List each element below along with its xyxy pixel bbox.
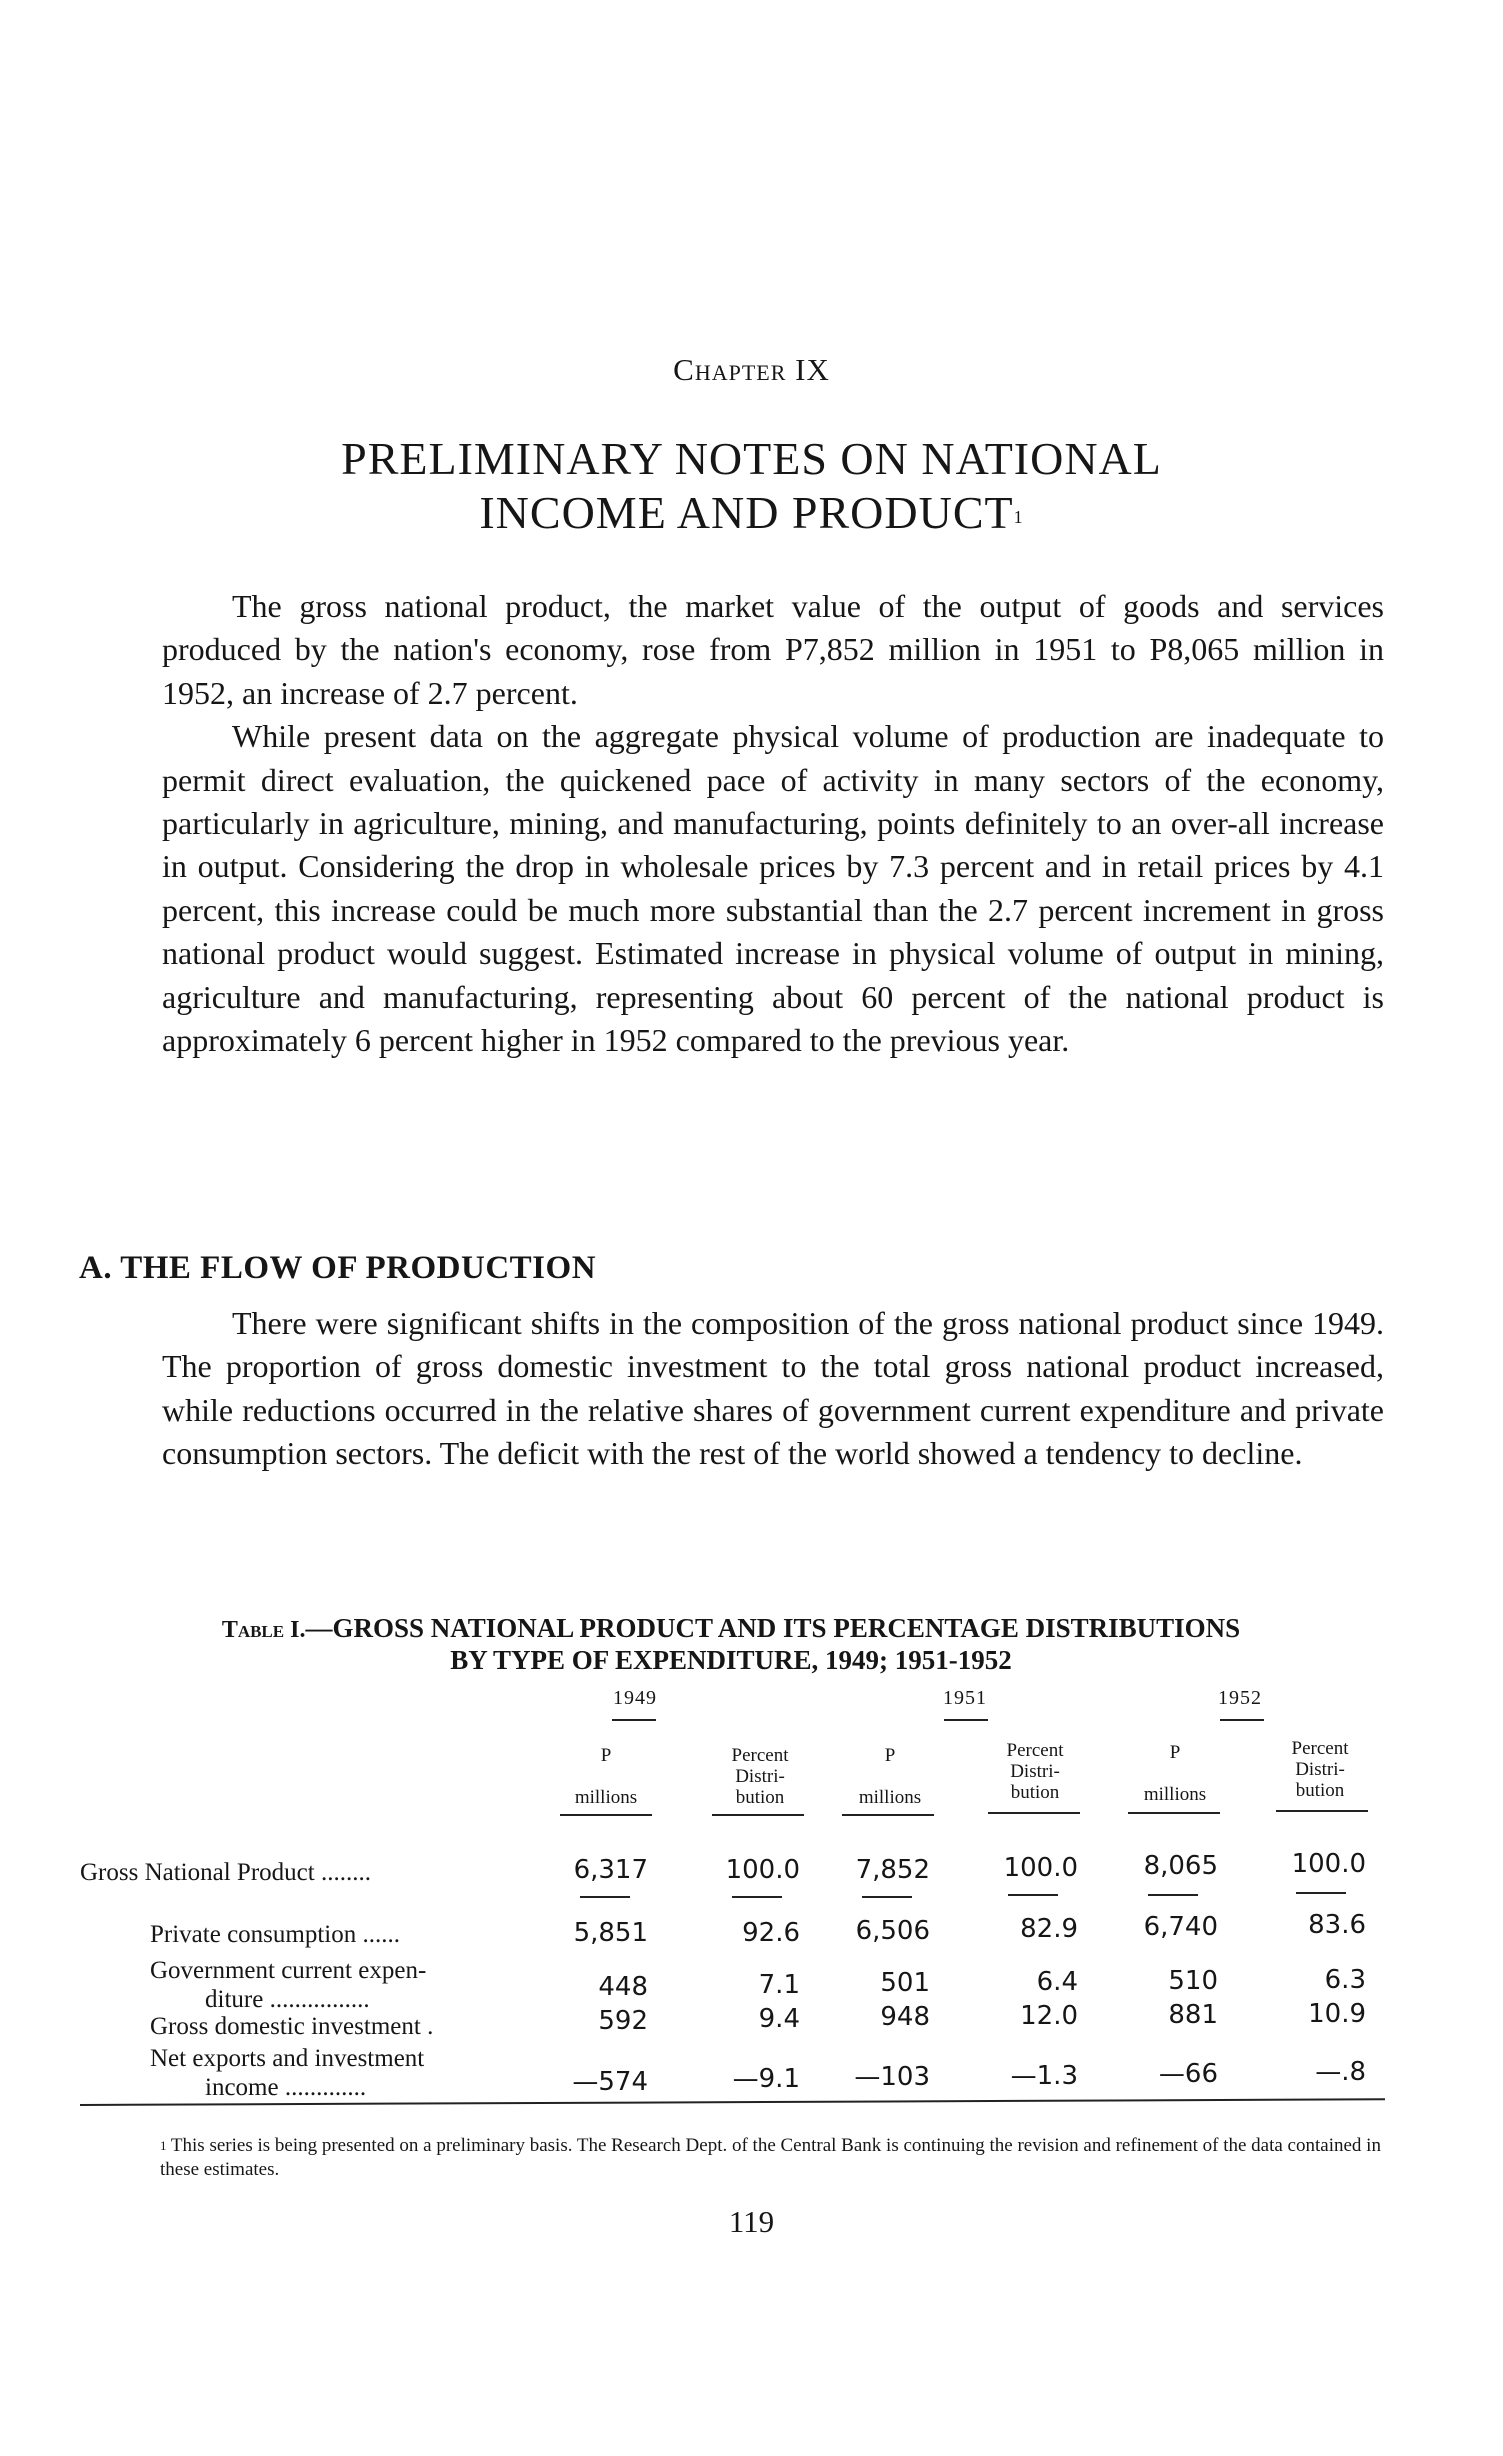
column-header [830, 1745, 950, 1808]
header-rule [1276, 1810, 1368, 1812]
col-line [1115, 1763, 1235, 1784]
footnote [160, 2134, 1382, 2182]
footnote-mark: 1 [160, 2138, 167, 2153]
table-cell: 6.3 [1324, 1965, 1366, 1995]
title-footnote-mark: 1 [1013, 507, 1024, 527]
caption-lead: Table I. [221, 1617, 306, 1643]
table-cell: 501 [880, 1968, 930, 1998]
caption-line-1 [81, 1613, 1381, 1645]
year-rule [944, 1719, 988, 1721]
chapter-heading: Chapter IX [673, 352, 830, 387]
col-line: Distri- [735, 1766, 785, 1787]
table-cell: 881 [1168, 2000, 1218, 2030]
caption-line-2: BY TYPE OF EXPENDITURE, 1949; 1951-1952 [450, 1645, 1012, 1675]
col-line: P [600, 1745, 612, 1766]
table-cell: —.8 [1315, 2057, 1366, 2087]
row-label: Gross domestic investment . [150, 2013, 434, 2040]
header-rule [988, 1812, 1080, 1814]
row-label [150, 1956, 426, 2014]
table-cell: 948 [880, 2002, 930, 2032]
col-line: P [1169, 1742, 1181, 1763]
table-cell: 6,740 [1143, 1912, 1218, 1942]
table-cell: 6,317 [573, 1855, 648, 1885]
row-label [150, 2044, 424, 2102]
table-cell: 82.9 [1020, 1914, 1078, 1944]
col-line: Percent [731, 1745, 789, 1766]
year-header: 1952 [1218, 1687, 1262, 1709]
table-cell: 92.6 [742, 1918, 800, 1948]
title-line-2-text: INCOME AND PRODUCT [479, 487, 1014, 538]
col-line: Percent [1291, 1738, 1349, 1759]
table-cell: —103 [854, 2062, 930, 2092]
col-line [546, 1766, 666, 1787]
sub-rule [862, 1896, 912, 1898]
intro-paragraph-1: The gross national product, the market value of the output of goods and services produced by the nation's economy, rose from P7,852 million in 1951 to P8,065 million in 1952, an increase of 2.7 percent. [162, 588, 1384, 711]
col-line: bution [1010, 1782, 1060, 1803]
header-rule [1128, 1812, 1220, 1814]
column-header [546, 1745, 666, 1808]
sub-rule [1008, 1894, 1058, 1896]
section-text [162, 1302, 1384, 1476]
row-label-text: Private consumption [150, 1921, 357, 1948]
col-line: bution [735, 1787, 785, 1808]
title-line-2 [0, 486, 1503, 540]
sub-rule [732, 1896, 782, 1898]
row-label-text: Gross National Product [80, 1859, 315, 1886]
table-caption [81, 1613, 1381, 1675]
table-cell: 510 [1168, 1966, 1218, 1996]
col-line: millions [1143, 1784, 1207, 1805]
year-rule [1220, 1719, 1264, 1721]
table-cell: 448 [598, 1972, 648, 2002]
col-line: Percent [1006, 1740, 1064, 1761]
row-label: Gross National Product ........ [80, 1859, 371, 1886]
table-cell: 7,852 [855, 1855, 930, 1885]
sub-rule [1148, 1894, 1198, 1896]
col-line: Distri- [1010, 1761, 1060, 1782]
column-header [700, 1745, 820, 1808]
col-line: Distri- [1295, 1759, 1345, 1780]
table-cell: 6,506 [855, 1916, 930, 1946]
col-line: P [884, 1745, 896, 1766]
year-header: 1951 [943, 1687, 987, 1709]
table-cell: 9.4 [758, 2004, 800, 2034]
table-cell: 8,065 [1143, 1851, 1218, 1881]
year-rule [612, 1719, 656, 1721]
row-label: Private consumption ...... [150, 1921, 400, 1948]
sub-rule [1296, 1892, 1346, 1894]
table-cell: 592 [598, 2006, 648, 2036]
header-rule [712, 1814, 804, 1816]
chapter-title [0, 432, 1503, 540]
page-number: 119 [728, 2204, 775, 2239]
column-header [1260, 1738, 1380, 1801]
col-line: millions [574, 1787, 638, 1808]
table-cell: —1.3 [1010, 2061, 1078, 2091]
title-line-1: PRELIMINARY NOTES ON NATIONAL [341, 433, 1162, 484]
col-line [830, 1766, 950, 1787]
col-line: millions [858, 1787, 922, 1808]
sub-rule [580, 1896, 630, 1898]
table-cell: 5,851 [573, 1918, 648, 1948]
table-cell: 12.0 [1020, 2001, 1078, 2031]
table-cell: 6.4 [1036, 1967, 1078, 1997]
column-header [1115, 1742, 1235, 1805]
year-header: 1949 [613, 1687, 657, 1709]
row-label-text: income [205, 2074, 279, 2101]
table-cell: 83.6 [1308, 1910, 1366, 1940]
intro-text [162, 585, 1384, 1062]
footnote-text: This series is being presented on a preliminary basis. The Research Dept. of the Central Bank is continuing the revision and refinement of the data contained in these estimates. [160, 2135, 1381, 2180]
row-label-text: Gross domestic investment [150, 2013, 421, 2040]
row-label-continuation: diture ................ [205, 1986, 370, 2013]
intro-paragraph-2: While present data on the aggregate physical volume of production are inadequate to permit direct evaluation, the quickened pace of activity in many sectors of the economy, particularly in agriculture, mining, and manufacturing, points definitely to an over-all increase in output. Considering the drop in wholesale prices by 7.3 percent and in retail prices by 4.1 percent, this increase could be much more substantial than the 2.7 percent increment in gross national product would suggest. Estimated increase in physical volume of output in mining, agriculture and manufacturing, representing about 60 percent of the national product is approximately 6 percent higher in 1952 compared to the previous year. [162, 718, 1384, 1059]
header-rule [842, 1814, 934, 1816]
row-label-text: diture [205, 1986, 264, 2013]
table-cell: 10.9 [1308, 1999, 1366, 2029]
section-paragraph: There were significant shifts in the composition of the gross national product since 1949. The proportion of gross domestic investment to the total gross national product increased, while reductions occurred in the relative shares of government current expenditure and private consumption sectors. The deficit with the rest of the world showed a tendency to decline. [162, 1305, 1384, 1472]
header-rule [560, 1814, 652, 1816]
table-cell: 100.0 [725, 1855, 800, 1885]
column-header [975, 1740, 1095, 1803]
table-cell: 100.0 [1003, 1853, 1078, 1883]
caption-text-1: —GROSS NATIONAL PRODUCT AND ITS PERCENTAGE DISTRIBUTIONS [305, 1613, 1241, 1643]
table-cell: —9.1 [732, 2064, 800, 2094]
row-label-continuation: income ............. [205, 2074, 367, 2101]
row-label-text: Government current expen- [150, 1957, 427, 1984]
col-line: bution [1295, 1780, 1345, 1801]
table-cell: 100.0 [1291, 1849, 1366, 1879]
table-cell: —66 [1158, 2059, 1218, 2089]
section-heading: A. THE FLOW OF PRODUCTION [79, 1250, 597, 1286]
table-cell: —574 [572, 2067, 648, 2097]
table-cell: 7.1 [758, 1970, 800, 2000]
row-label-text: Net exports and investment [150, 2045, 425, 2072]
